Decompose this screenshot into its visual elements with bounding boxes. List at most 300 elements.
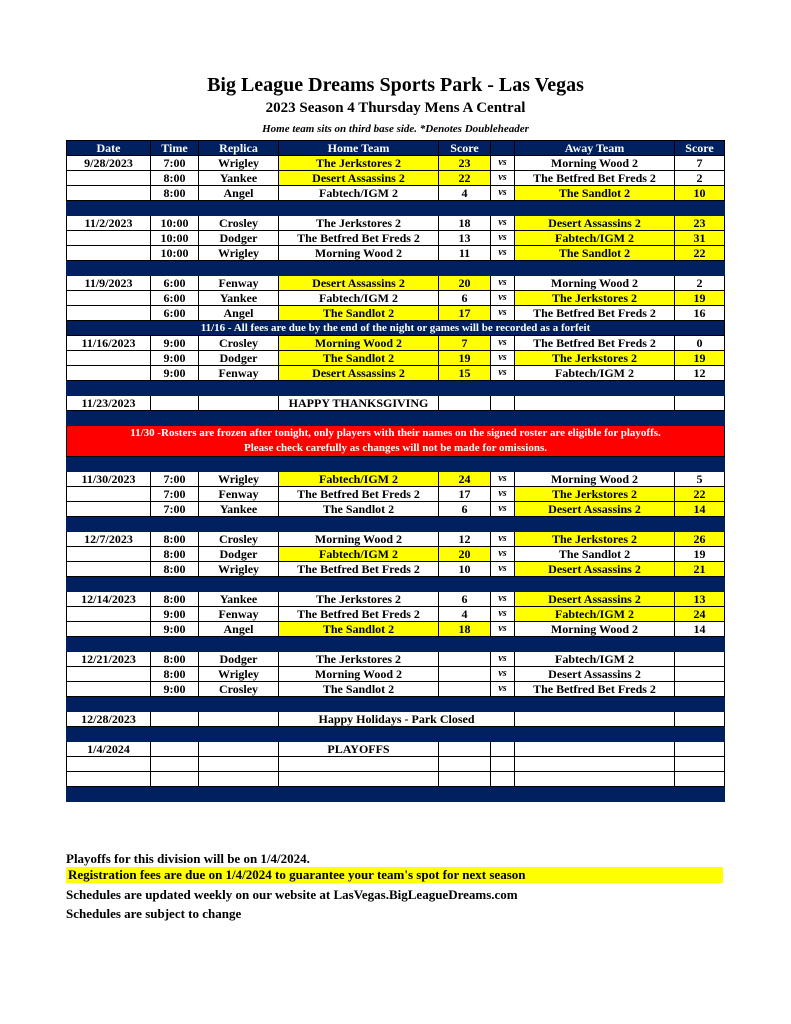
away-team-cell: Morning Wood 2 [515, 622, 675, 637]
date-cell [67, 772, 151, 787]
separator-cell [515, 381, 675, 396]
home-team-cell: Desert Assassins 2 [279, 171, 439, 186]
separator-cell [491, 577, 515, 592]
separator-cell [151, 381, 199, 396]
separator-cell [675, 637, 725, 652]
vs-cell [491, 757, 515, 772]
home-team-cell: The Betfred Bet Freds 2 [279, 487, 439, 502]
table-row [67, 772, 725, 787]
home-score-cell: 17 [439, 306, 491, 321]
date-cell: 11/9/2023 [67, 276, 151, 291]
page-title: Big League Dreams Sports Park - Las Vegas [207, 74, 584, 96]
away-score-cell: 14 [675, 502, 725, 517]
table-row [67, 502, 725, 517]
separator-cell [151, 787, 199, 802]
vs-cell: vs [491, 336, 515, 351]
away-score-cell: 19 [675, 351, 725, 366]
home-team-cell: The Sandlot 2 [279, 682, 439, 697]
separator-row [67, 697, 725, 712]
away-score-cell [675, 712, 725, 727]
separator-row [67, 577, 725, 592]
table-row [67, 216, 725, 231]
separator-cell [439, 411, 491, 426]
separator-row [67, 381, 725, 396]
replica-cell: Dodger [199, 351, 279, 366]
separator-cell [199, 517, 279, 532]
separator-cell [151, 637, 199, 652]
separator-cell [199, 411, 279, 426]
date-cell [67, 757, 151, 772]
separator-cell [491, 727, 515, 742]
replica-cell [199, 396, 279, 411]
home-team-cell: Fabtech/IGM 2 [279, 291, 439, 306]
separator-cell [279, 201, 439, 216]
separator-cell [279, 697, 439, 712]
separator-row [67, 727, 725, 742]
home-team-cell: The Jerkstores 2 [279, 216, 439, 231]
separator-cell [199, 787, 279, 802]
replica-cell: Wrigley [199, 667, 279, 682]
home-team-cell: Fabtech/IGM 2 [279, 547, 439, 562]
replica-cell: Wrigley [199, 246, 279, 261]
replica-cell: Angel [199, 622, 279, 637]
replica-cell: Yankee [199, 592, 279, 607]
replica-cell: Angel [199, 186, 279, 201]
away-team-cell: The Jerkstores 2 [515, 487, 675, 502]
vs-cell [491, 772, 515, 787]
separator-cell [675, 787, 725, 802]
home-score-cell [439, 772, 491, 787]
home-team-cell: The Sandlot 2 [279, 622, 439, 637]
separator-cell [675, 201, 725, 216]
vs-cell: vs [491, 502, 515, 517]
vs-cell: vs [491, 592, 515, 607]
home-score-cell: 11 [439, 246, 491, 261]
away-score-cell [675, 682, 725, 697]
home-score-cell: 19 [439, 351, 491, 366]
separator-row [67, 517, 725, 532]
vs-cell: vs [491, 246, 515, 261]
separator-cell [491, 517, 515, 532]
separator-cell [515, 787, 675, 802]
separator-cell [439, 637, 491, 652]
replica-cell [199, 712, 279, 727]
footer-change-note: Schedules are subject to change [66, 906, 242, 921]
vs-cell: vs [491, 276, 515, 291]
separator-row [67, 411, 725, 426]
away-team-cell: The Jerkstores 2 [515, 532, 675, 547]
table-row [67, 246, 725, 261]
separator-cell [67, 457, 151, 472]
date-cell: 1/4/2024 [67, 742, 151, 757]
away-team-cell: Morning Wood 2 [515, 472, 675, 487]
home-team-cell: Fabtech/IGM 2 [279, 186, 439, 201]
table-row [67, 607, 725, 622]
time-cell: 10:00 [151, 216, 199, 231]
fee-notice-row [67, 321, 725, 336]
separator-cell [67, 261, 151, 276]
col-date: Date [67, 141, 151, 156]
away-score-cell: 5 [675, 472, 725, 487]
fee-notice-text: 11/16 - All fees are due by the end of the night or games will be recorded as a forfeit [67, 321, 725, 336]
home-team-cell: Desert Assassins 2 [279, 276, 439, 291]
away-score-cell: 31 [675, 231, 725, 246]
separator-cell [151, 201, 199, 216]
time-cell: 6:00 [151, 306, 199, 321]
date-cell: 9/28/2023 [67, 156, 151, 171]
separator-cell [515, 727, 675, 742]
time-cell: 10:00 [151, 246, 199, 261]
away-team-cell: The Jerkstores 2 [515, 351, 675, 366]
away-score-cell: 7 [675, 156, 725, 171]
away-score-cell [675, 396, 725, 411]
home-score-cell: 20 [439, 276, 491, 291]
table-row [67, 156, 725, 171]
separator-cell [199, 577, 279, 592]
home-score-cell: 7 [439, 336, 491, 351]
home-score-cell: 6 [439, 502, 491, 517]
separator-cell [515, 637, 675, 652]
separator-cell [439, 577, 491, 592]
separator-row [67, 457, 725, 472]
replica-cell [199, 742, 279, 757]
home-score-cell: 12 [439, 532, 491, 547]
home-score-cell [439, 652, 491, 667]
col-vs [491, 141, 515, 156]
date-cell [67, 351, 151, 366]
vs-cell: vs [491, 652, 515, 667]
time-cell: 8:00 [151, 186, 199, 201]
home-score-cell: 22 [439, 171, 491, 186]
vs-cell: vs [491, 291, 515, 306]
away-team-cell: The Betfred Bet Freds 2 [515, 171, 675, 186]
table-row [67, 532, 725, 547]
separator-cell [675, 457, 725, 472]
separator-cell [439, 727, 491, 742]
separator-row [67, 201, 725, 216]
time-cell: 9:00 [151, 682, 199, 697]
home-score-cell: 18 [439, 622, 491, 637]
home-team-cell: The Jerkstores 2 [279, 592, 439, 607]
home-score-cell [439, 667, 491, 682]
time-cell: 7:00 [151, 487, 199, 502]
separator-cell [67, 517, 151, 532]
away-score-cell [675, 667, 725, 682]
away-score-cell [675, 652, 725, 667]
home-team-note: Home team sits on third base side. *Denotes Doubleheader [262, 123, 529, 135]
vs-cell: vs [491, 351, 515, 366]
vs-cell: vs [491, 231, 515, 246]
separator-cell [199, 727, 279, 742]
vs-cell: vs [491, 667, 515, 682]
home-score-cell: 10 [439, 562, 491, 577]
date-cell [67, 171, 151, 186]
time-cell: 8:00 [151, 171, 199, 186]
date-cell [67, 682, 151, 697]
col-time: Time [151, 141, 199, 156]
time-cell: 8:00 [151, 667, 199, 682]
time-cell: 7:00 [151, 502, 199, 517]
date-cell [67, 246, 151, 261]
away-team-cell: Fabtech/IGM 2 [515, 607, 675, 622]
vs-cell: vs [491, 622, 515, 637]
home-team-cell: The Betfred Bet Freds 2 [279, 231, 439, 246]
separator-cell [515, 261, 675, 276]
separator-cell [67, 697, 151, 712]
away-score-cell [675, 772, 725, 787]
separator-cell [491, 381, 515, 396]
home-team-cell: The Jerkstores 2 [279, 156, 439, 171]
table-row [67, 667, 725, 682]
date-cell: 11/30/2023 [67, 472, 151, 487]
table-row [67, 366, 725, 381]
time-cell: 9:00 [151, 622, 199, 637]
time-cell: 9:00 [151, 366, 199, 381]
separator-cell [491, 697, 515, 712]
park-closed-cell: Happy Holidays - Park Closed [279, 712, 515, 727]
time-cell [151, 742, 199, 757]
replica-cell [199, 757, 279, 772]
table-row [67, 351, 725, 366]
away-team-cell: Fabtech/IGM 2 [515, 231, 675, 246]
away-team-cell [515, 742, 675, 757]
time-cell [151, 396, 199, 411]
replica-cell: Crosley [199, 216, 279, 231]
replica-cell: Wrigley [199, 562, 279, 577]
home-team-cell: The Betfred Bet Freds 2 [279, 607, 439, 622]
time-cell: 9:00 [151, 351, 199, 366]
col-home-team: Home Team [279, 141, 439, 156]
vs-cell: vs [491, 487, 515, 502]
table-row [67, 336, 725, 351]
separator-cell [199, 457, 279, 472]
separator-row [67, 261, 725, 276]
time-cell: 8:00 [151, 532, 199, 547]
away-team-cell: Morning Wood 2 [515, 156, 675, 171]
table-row [67, 231, 725, 246]
vs-cell: vs [491, 532, 515, 547]
away-team-cell [515, 757, 675, 772]
separator-cell [279, 577, 439, 592]
time-cell: 8:00 [151, 562, 199, 577]
vs-cell: vs [491, 562, 515, 577]
footer-website-note: Schedules are updated weekly on our website at LasVegas.BigLeagueDreams.com [66, 887, 518, 902]
away-score-cell: 13 [675, 592, 725, 607]
table-row [67, 742, 725, 757]
replica-cell: Dodger [199, 547, 279, 562]
table-row [67, 562, 725, 577]
time-cell: 10:00 [151, 231, 199, 246]
home-team-cell [279, 757, 439, 772]
home-score-cell: 24 [439, 472, 491, 487]
home-score-cell: 23 [439, 156, 491, 171]
away-team-cell: The Jerkstores 2 [515, 291, 675, 306]
replica-cell: Wrigley [199, 156, 279, 171]
table-row [67, 276, 725, 291]
away-score-cell: 2 [675, 171, 725, 186]
away-score-cell: 22 [675, 246, 725, 261]
away-team-cell: Desert Assassins 2 [515, 562, 675, 577]
away-score-cell: 24 [675, 607, 725, 622]
away-team-cell [515, 772, 675, 787]
replica-cell: Fenway [199, 366, 279, 381]
date-cell [67, 487, 151, 502]
roster-alert-cell [67, 426, 725, 457]
separator-cell [67, 411, 151, 426]
footer-registration-note: Registration fees are due on 1/4/2024 to guarantee your team's spot for next season [66, 867, 723, 883]
away-score-cell: 0 [675, 336, 725, 351]
date-cell [67, 231, 151, 246]
away-team-cell: Desert Assassins 2 [515, 592, 675, 607]
separator-cell [279, 637, 439, 652]
replica-cell: Dodger [199, 652, 279, 667]
home-team-cell: The Sandlot 2 [279, 351, 439, 366]
table-row [67, 396, 725, 411]
footer-playoffs-note: Playoffs for this division will be on 1/4/2024. [66, 851, 310, 866]
away-score-cell: 21 [675, 562, 725, 577]
home-team-cell: PLAYOFFS [279, 742, 439, 757]
away-score-cell: 2 [675, 276, 725, 291]
home-team-cell: Morning Wood 2 [279, 246, 439, 261]
table-row [67, 547, 725, 562]
vs-cell: vs [491, 472, 515, 487]
vs-cell: vs [491, 156, 515, 171]
away-team-cell: Fabtech/IGM 2 [515, 366, 675, 381]
replica-cell: Fenway [199, 487, 279, 502]
away-score-cell: 10 [675, 186, 725, 201]
away-score-cell [675, 757, 725, 772]
separator-cell [279, 517, 439, 532]
schedule-table [66, 140, 725, 802]
replica-cell: Crosley [199, 532, 279, 547]
separator-row [67, 637, 725, 652]
date-cell [67, 607, 151, 622]
separator-cell [151, 697, 199, 712]
separator-cell [515, 457, 675, 472]
away-team-cell: The Betfred Bet Freds 2 [515, 682, 675, 697]
away-team-cell [515, 396, 675, 411]
time-cell [151, 712, 199, 727]
table-row [67, 186, 725, 201]
separator-cell [279, 411, 439, 426]
separator-cell [491, 411, 515, 426]
date-cell [67, 366, 151, 381]
home-score-cell [439, 757, 491, 772]
table-row [67, 652, 725, 667]
home-score-cell [439, 682, 491, 697]
home-team-cell: The Sandlot 2 [279, 306, 439, 321]
date-cell: 11/2/2023 [67, 216, 151, 231]
date-cell: 11/16/2023 [67, 336, 151, 351]
separator-cell [199, 637, 279, 652]
replica-cell: Dodger [199, 231, 279, 246]
away-score-cell [675, 742, 725, 757]
separator-cell [439, 457, 491, 472]
home-score-cell: 13 [439, 231, 491, 246]
replica-cell: Crosley [199, 336, 279, 351]
separator-cell [439, 697, 491, 712]
home-team-cell: Morning Wood 2 [279, 336, 439, 351]
home-team-cell: Morning Wood 2 [279, 532, 439, 547]
separator-cell [67, 637, 151, 652]
separator-cell [675, 381, 725, 396]
separator-cell [675, 411, 725, 426]
replica-cell: Yankee [199, 502, 279, 517]
header-row [67, 141, 725, 156]
replica-cell: Yankee [199, 171, 279, 186]
separator-cell [151, 577, 199, 592]
date-cell [67, 622, 151, 637]
home-team-cell: HAPPY THANKSGIVING [279, 396, 439, 411]
away-score-cell: 26 [675, 532, 725, 547]
roster-alert-row [67, 426, 725, 457]
separator-cell [199, 201, 279, 216]
col-replica: Replica [199, 141, 279, 156]
replica-cell: Yankee [199, 291, 279, 306]
date-cell: 11/23/2023 [67, 396, 151, 411]
vs-cell [491, 396, 515, 411]
table-row [67, 291, 725, 306]
home-score-cell: 4 [439, 607, 491, 622]
date-cell [67, 562, 151, 577]
separator-cell [675, 697, 725, 712]
away-score-cell: 14 [675, 622, 725, 637]
vs-cell: vs [491, 216, 515, 231]
away-team-cell: The Sandlot 2 [515, 246, 675, 261]
home-score-cell: 15 [439, 366, 491, 381]
replica-cell [199, 772, 279, 787]
home-team-cell [279, 772, 439, 787]
away-team-cell: The Sandlot 2 [515, 547, 675, 562]
date-cell [67, 502, 151, 517]
col-away-score: Score [675, 141, 725, 156]
away-team-cell: Desert Assassins 2 [515, 502, 675, 517]
separator-cell [67, 577, 151, 592]
replica-cell: Angel [199, 306, 279, 321]
separator-cell [199, 261, 279, 276]
home-team-cell: The Sandlot 2 [279, 502, 439, 517]
separator-cell [491, 261, 515, 276]
home-score-cell: 20 [439, 547, 491, 562]
table-row [67, 171, 725, 186]
col-home-score: Score [439, 141, 491, 156]
separator-cell [675, 517, 725, 532]
separator-cell [491, 637, 515, 652]
separator-cell [151, 457, 199, 472]
separator-cell [439, 381, 491, 396]
separator-cell [279, 727, 439, 742]
away-team-cell: Desert Assassins 2 [515, 667, 675, 682]
vs-cell: vs [491, 186, 515, 201]
vs-cell: vs [491, 682, 515, 697]
replica-cell: Wrigley [199, 472, 279, 487]
table-row [67, 592, 725, 607]
home-score-cell [439, 396, 491, 411]
separator-cell [67, 727, 151, 742]
time-cell: 8:00 [151, 652, 199, 667]
away-team-cell: Morning Wood 2 [515, 276, 675, 291]
date-cell [67, 667, 151, 682]
separator-cell [675, 727, 725, 742]
vs-cell: vs [491, 306, 515, 321]
away-team-cell: The Betfred Bet Freds 2 [515, 306, 675, 321]
separator-row [67, 787, 725, 802]
date-cell [67, 186, 151, 201]
separator-cell [515, 201, 675, 216]
separator-cell [675, 577, 725, 592]
away-score-cell: 19 [675, 291, 725, 306]
replica-cell: Fenway [199, 607, 279, 622]
